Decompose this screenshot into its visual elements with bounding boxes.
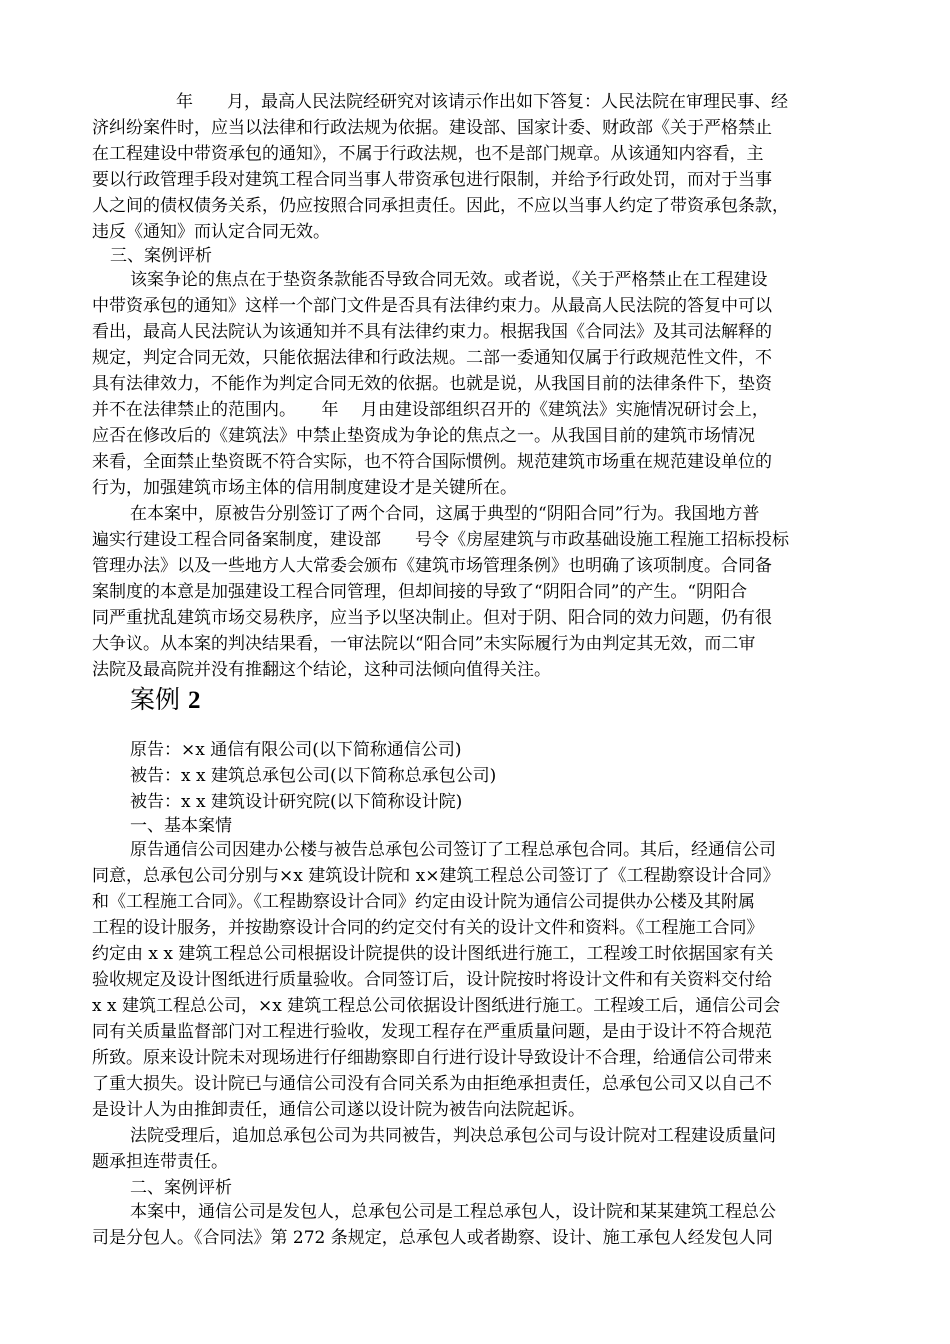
section-heading: 一、基本案情 [130, 816, 232, 836]
paragraph-line: 本案中，通信公司是发包人，总承包公司是工程总承包人，设计院和某某建筑工程总公 [130, 1202, 776, 1222]
paragraph-line: 规定，判定合同无效，只能依据法律和行政法规。二部一委通知仅属于行政规范性文件，不 [92, 348, 772, 368]
paragraph-line: 该案争论的焦点在于垫资条款能否导致合同无效。或者说，《关于严格禁止在工程建设 [130, 270, 768, 290]
paragraph-line: 题承担连带责任。 [92, 1152, 228, 1172]
paragraph-line: 法院受理后，追加总承包公司为共同被告，判决总承包公司与设计院对工程建设质量问 [130, 1126, 776, 1146]
party-line: 被告：x x 建筑设计研究院(以下简称设计院) [130, 792, 463, 812]
paragraph-line: 具有法律效力，不能作为判定合同无效的依据。也就是说，从我国目前的法律条件下，垫资 [92, 374, 772, 394]
section-heading: 二、案例评析 [130, 1178, 232, 1198]
paragraph-line: 所致。原来设计院未对现场进行仔细勘察即自行进行设计导致设计不合理，给通信公司带来 [92, 1048, 772, 1068]
paragraph-line: 中带资承包的通知》这样一个部门文件是否具有法律约束力。从最高人民法院的答复中可以 [92, 296, 772, 316]
paragraph-line: 在本案中，原被告分别签订了两个合同，这属于典型的“阴阳合同”行为。我国地方普 [130, 504, 760, 524]
paragraph-line: 济纠纷案件时，应当以法律和行政法规为依据。建设部、国家计委、财政部《关于严格禁止 [92, 118, 772, 138]
paragraph-line: 法院及最高院并没有推翻这个结论，这种司法倾向值得关注。 [92, 660, 551, 680]
paragraph-line: 同有关质量监督部门对工程进行验收，发现工程存在严重质量问题，是由于设计不符合规范 [92, 1022, 772, 1042]
paragraph-line: 大争议。从本案的判决结果看，一审法院以“阳合同”未实际履行为由判定其无效，而二审 [92, 634, 756, 654]
paragraph-line: 和《工程施工合同》。《工程勘察设计合同》约定由设计院为通信公司提供办公楼及其附属 [92, 892, 755, 912]
case-title-number: 2 [187, 687, 201, 714]
party-line: 被告：x x 建筑总承包公司(以下简称总承包公司) [130, 766, 497, 786]
case-title-text: 案例 [130, 685, 181, 714]
paragraph-line: 原告通信公司因建办公楼与被告总承包公司签订了工程总承包合同。其后，经通信公司 [130, 840, 776, 860]
paragraph-line: 同意，总承包公司分别与×x 建筑设计院和 x×建筑工程总公司签订了《工程勘察设计合同》 [92, 866, 780, 886]
paragraph-line: 司是分包人。《合同法》第 272 条规定，总承包人或者勘察、设计、施工承包人经发包人同 [92, 1228, 773, 1248]
paragraph-line: 了重大损失。设计院已与通信公司没有合同关系为由拒绝承担责任，总承包公司又以自己不 [92, 1074, 772, 1094]
paragraph-line: 是设计人为由推卸责任，通信公司遂以设计院为被告向法院起诉。 [92, 1100, 585, 1120]
section-heading: 三、案例评析 [110, 246, 212, 266]
paragraph-line: 看出，最高人民法院认为该通知并不具有法律约束力。根据我国《合同法》及其司法解释的 [92, 322, 772, 342]
paragraph-line: 在工程建设中带资承包的通知》，不属于行政法规，也不是部门规章。从该通知内容看，主 [92, 144, 764, 164]
paragraph-line: x x 建筑工程总公司，×x 建筑工程总公司依据设计图纸进行施工。工程竣工后，通信公司会 [92, 996, 781, 1016]
paragraph-line: 工程的设计服务，并按勘察设计合同的约定交付有关的设计文件和资料。《工程施工合同》 [92, 918, 764, 938]
paragraph-line: 人之间的债权债务关系，仍应按照合同承担责任。因此，不应以当事人约定了带资承包条款， [92, 196, 789, 216]
paragraph-line: 来看，全面禁止垫资既不符合实际，也不符合国际惯例。规范建筑市场重在规范建设单位的 [92, 452, 772, 472]
paragraph-line: 案制度的本意是加强建设工程合同管理，但却间接的导致了“阴阳合同”的产生。“阴阳合 [92, 582, 748, 602]
paragraph-line: 同严重扰乱建筑市场交易秩序，应当予以坚决制止。但对于阴、阳合同的效力问题，仍有很 [92, 608, 772, 628]
paragraph-line: 约定由 x x 建筑工程总公司根据设计院提供的设计图纸进行施工，工程竣工时依据国家有关 [92, 944, 774, 964]
party-line: 原告：×x 通信有限公司(以下简称通信公司) [130, 740, 462, 760]
paragraph-line: 并不在法律禁止的范围内。 年 月由建设部组织召开的《建筑法》实施情况研讨会上， [92, 400, 769, 420]
paragraph-line: 违反《通知》而认定合同无效。 [92, 222, 330, 242]
paragraph-line: 年 月，最高人民法院经研究对该请示作出如下答复：人民法院在审理民事、经 [176, 92, 788, 112]
paragraph-line: 管理办法》以及一些地方人大常委会颁布《建筑市场管理条例》也明确了该项制度。合同备 [92, 556, 772, 576]
paragraph-line: 遍实行建设工程合同备案制度，建设部 号令《房屋建筑与市政基础设施工程施工招标投标 [92, 530, 789, 550]
paragraph-line: 行为，加强建筑市场主体的信用制度建设才是关键所在。 [92, 478, 517, 498]
paragraph-line: 应否在修改后的《建筑法》中禁止垫资成为争论的焦点之一。从我国目前的建筑市场情况 [92, 426, 755, 446]
case-title [130, 684, 200, 717]
paragraph-line: 要以行政管理手段对建筑工程合同当事人带资承包进行限制，并给予行政处罚，而对于当事 [92, 170, 772, 190]
paragraph-line: 验收规定及设计图纸进行质量验收。合同签订后，设计院按时将设计文件和有关资料交付给 [92, 970, 772, 990]
